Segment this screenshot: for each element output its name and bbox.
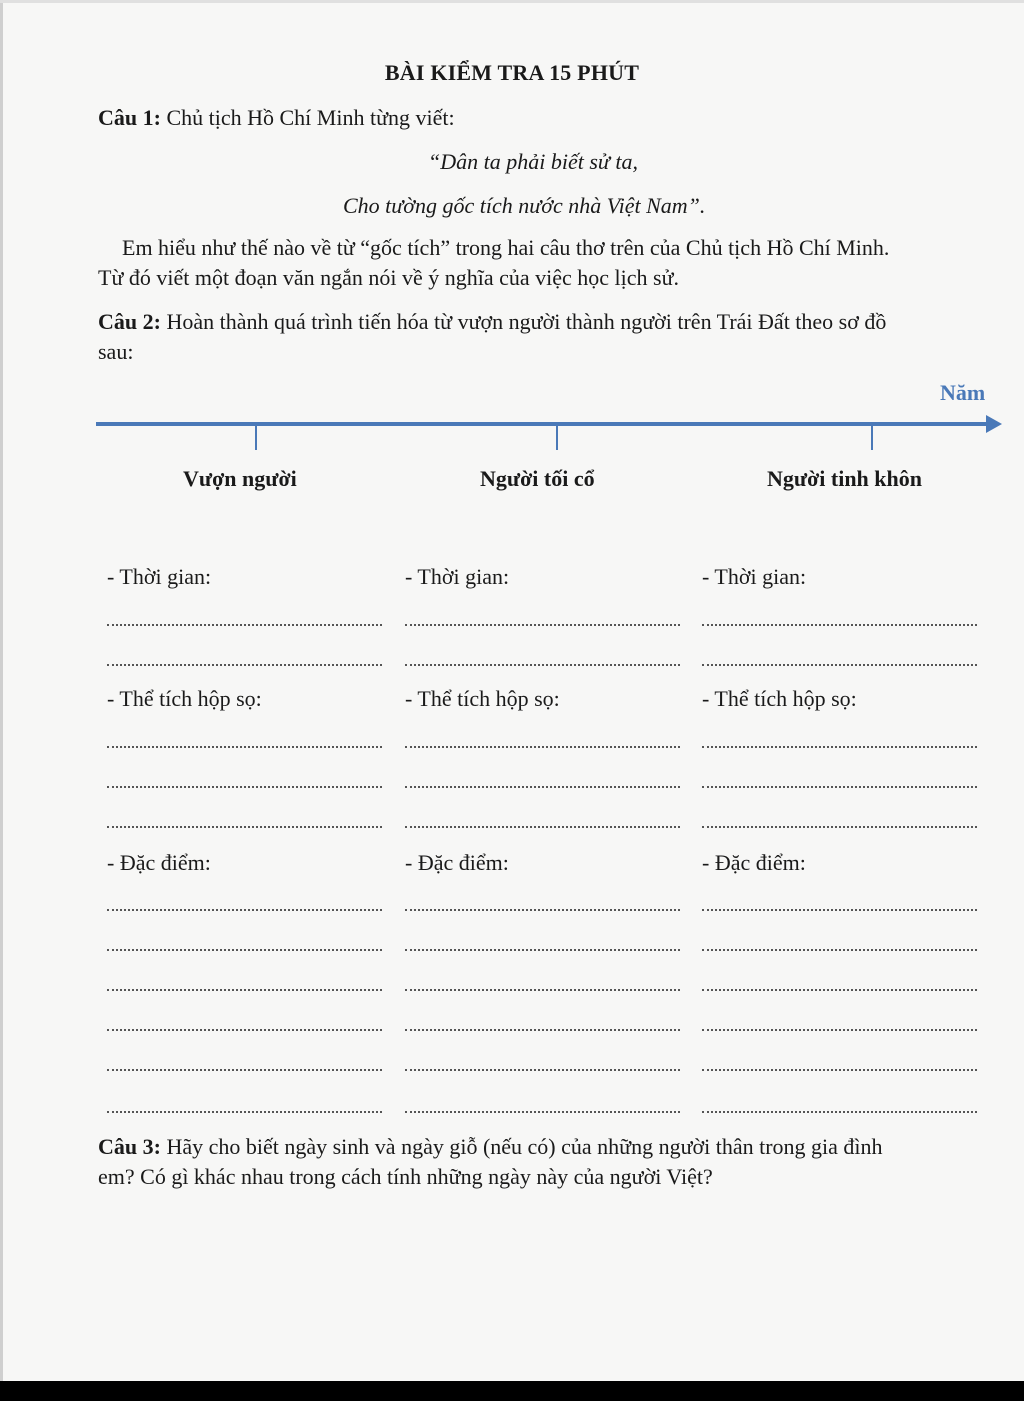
time-answer-line[interactable] [107, 624, 382, 626]
skull-volume-label: - Thể tích hộp sọ: [405, 686, 560, 711]
feature-answer-line[interactable] [107, 989, 382, 991]
time-answer-line[interactable] [702, 624, 977, 626]
skull-volume-label: - Thể tích hộp sọ: [702, 686, 857, 711]
time-answer-line[interactable] [405, 664, 680, 666]
stage-label-nguoi-toi-co: Người tối cổ [480, 466, 595, 491]
q2-text-line2: sau: [98, 339, 134, 364]
feature-label: - Đặc điểm: [405, 850, 509, 875]
feature-answer-line[interactable] [405, 1069, 680, 1071]
feature-answer-line[interactable] [107, 909, 382, 911]
q1-poem-line2: Cho tường gốc tích nước nhà Việt Nam”. [343, 193, 706, 218]
timeline-tick-2 [556, 424, 558, 450]
time-label: - Thời gian: [107, 564, 212, 589]
skull-answer-line[interactable] [702, 746, 977, 748]
q3-heading [98, 1133, 883, 1161]
page-top-edge [0, 0, 1024, 3]
feature-answer-line[interactable] [107, 1029, 382, 1031]
q3-text-line1: Hãy cho biết ngày sinh và ngày giỗ (nếu có) của những người thân trong gia đình [160, 1134, 883, 1159]
feature-answer-line[interactable] [405, 909, 680, 911]
skull-volume-label: - Thể tích hộp sọ: [107, 686, 262, 711]
feature-answer-line[interactable] [405, 949, 680, 951]
feature-answer-line[interactable] [702, 949, 977, 951]
skull-answer-line[interactable] [107, 746, 382, 748]
timeline-arrow-icon [986, 415, 1002, 433]
skull-answer-line[interactable] [702, 786, 977, 788]
skull-answer-line[interactable] [405, 786, 680, 788]
feature-label: - Đặc điểm: [107, 850, 211, 875]
time-answer-line[interactable] [107, 664, 382, 666]
timeline-tick-3 [871, 424, 873, 450]
stage-label-vuon-nguoi: Vượn người [183, 466, 297, 491]
stage-label-nguoi-tinh-khon: Người tinh khôn [767, 466, 922, 491]
feature-answer-line[interactable] [405, 1111, 680, 1113]
timeline-axis-label: Năm [940, 380, 986, 405]
q1-label: Câu 1: [98, 105, 161, 130]
q1-heading [98, 104, 455, 132]
skull-answer-line[interactable] [405, 826, 680, 828]
skull-answer-line[interactable] [702, 826, 977, 828]
timeline-tick-1 [255, 424, 257, 450]
q3-label: Câu 3: [98, 1134, 161, 1159]
time-label: - Thời gian: [702, 564, 807, 589]
feature-answer-line[interactable] [702, 1069, 977, 1071]
q1-intro: Chủ tịch Hồ Chí Minh từng viết: [160, 105, 455, 130]
timeline-axis [96, 422, 990, 426]
q1-body-line2: Từ đó viết một đoạn văn ngắn nói về ý nghĩa của việc học lịch sử. [98, 265, 680, 290]
time-answer-line[interactable] [405, 624, 680, 626]
q2-heading [98, 308, 886, 336]
feature-answer-line[interactable] [107, 949, 382, 951]
skull-answer-line[interactable] [405, 746, 680, 748]
q3-text-line2: em? Có gì khác nhau trong cách tính những ngày này của người Việt? [98, 1164, 713, 1189]
feature-answer-line[interactable] [702, 1111, 977, 1113]
time-label: - Thời gian: [405, 564, 510, 589]
skull-answer-line[interactable] [107, 786, 382, 788]
q1-body-line1: Em hiểu như thế nào về từ “gốc tích” trong hai câu thơ trên của Chủ tịch Hồ Chí Minh. [122, 235, 890, 260]
page-title: BÀI KIỂM TRA 15 PHÚT [384, 60, 640, 85]
feature-answer-line[interactable] [405, 1029, 680, 1031]
feature-answer-line[interactable] [107, 1069, 382, 1071]
page-left-edge [0, 0, 3, 1381]
feature-answer-line[interactable] [702, 989, 977, 991]
feature-label: - Đặc điểm: [702, 850, 806, 875]
time-answer-line[interactable] [702, 664, 977, 666]
feature-answer-line[interactable] [702, 909, 977, 911]
feature-answer-line[interactable] [702, 1029, 977, 1031]
q2-text-line1: Hoàn thành quá trình tiến hóa từ vượn người thành người trên Trái Đất theo sơ đồ [160, 309, 887, 334]
feature-answer-line[interactable] [107, 1111, 382, 1113]
feature-answer-line[interactable] [405, 989, 680, 991]
skull-answer-line[interactable] [107, 826, 382, 828]
q1-poem-line1: “Dân ta phải biết sử ta, [428, 149, 639, 174]
q2-label: Câu 2: [98, 309, 161, 334]
